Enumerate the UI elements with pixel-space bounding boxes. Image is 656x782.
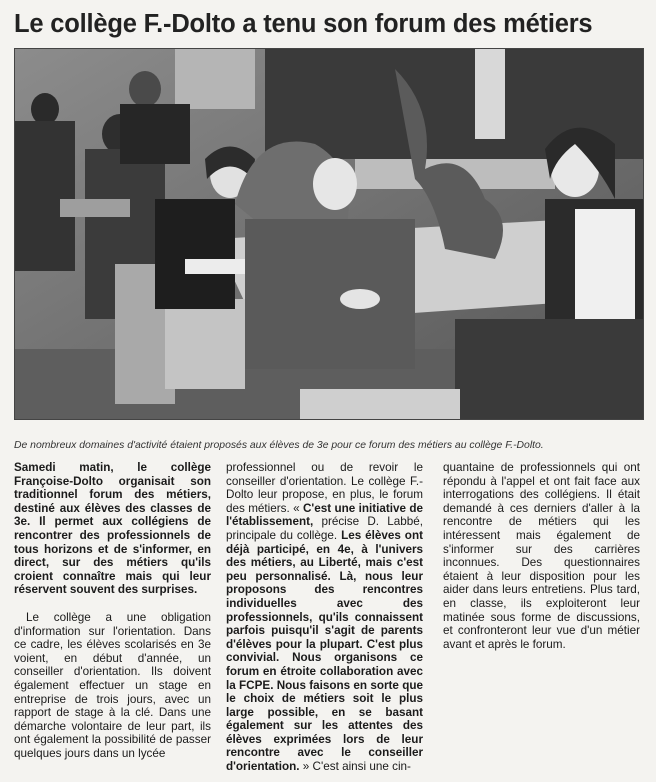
text-run: » C'est ainsi une cin-: [299, 760, 411, 774]
article-column-1: [14, 461, 211, 760]
text-run: professionnel ou de revoir le conseiller d'orientation. Le collège F.-Dolto leur propose, en plus, le forum des métiers. «: [226, 461, 423, 515]
article-photo: [14, 48, 644, 420]
article-lead: Samedi matin, le collège Françoise-Dolto organisait son traditionnel forum des métiers, destiné aux élèves des classes de 3e. Il permet aux collégiens de rencontrer des professionnels de tous horizons et de s'informer, en direct, sur des métiers qu'ils croient connaître mais qui leur réservent souvent des surprises.: [14, 461, 211, 597]
article-paragraph: [226, 461, 423, 774]
article-headline: Le collège F.-Dolto a tenu son forum des métiers: [14, 10, 593, 38]
article-column-3: [443, 461, 640, 651]
quote-bold: Les élèves ont déjà participé, en 4e, à l'univers des métiers, au Liberté, mais c'est peu personnalisé. Là, nous leur proposons des rencontres individuelles avec des professionnels, qu'ils connaissent parfois puisqu'il s'agit de parents d'élèves pour la plupart. C'est plus convivial. Nous organisons ce forum en étroite collaboration avec la FCPE. Nous faisons en sorte que le choix de métiers soit le plus large possible, en se basant également sur les attentes des élèves exprimées lors de leur rencontre avec le conseiller d'orientation.: [226, 528, 423, 774]
text-run: précise D. Labbé, principale du collège.: [226, 515, 423, 542]
photo-caption: De nombreux domaines d'activité étaient proposés aux élèves de 3e pour ce forum des métiers au collège F.-Dolto.: [14, 440, 544, 451]
article-column-2: [226, 461, 423, 774]
quote-bold: C'est une initiative de l'établissement,: [226, 501, 423, 529]
article-paragraph: quantaine de professionnels qui ont répondu à l'appel et ont fait face aux interrogations des collégiens. Il était demandé à ces derniers d'aller à la rencontre de métiers qui les intéressent mais également de s'informer sur des carrières inconnues. Des questionnaires étaient à leur disposition pour les aider dans leurs entretiens. Plus tard, en classe, ils exploiteront leur matinée sous forme de discussions, et confronteront leur vue d'un métier avant et après le forum.: [443, 461, 640, 651]
photo-students-forum: [15, 49, 643, 419]
article-paragraph: Le collège a une obligation d'information sur l'orientation. Dans ce cadre, les élèves scolarisés en 3e voient, en début d'année, un conseiller d'orientation. Ils doivent également effectuer un stage en entreprise de trois jours, avec un rapport de stage à la clé. Dans une démarche volontaire de leur part, ils ont également la possibilité de passer quelques jours dans un lycée: [14, 610, 211, 760]
